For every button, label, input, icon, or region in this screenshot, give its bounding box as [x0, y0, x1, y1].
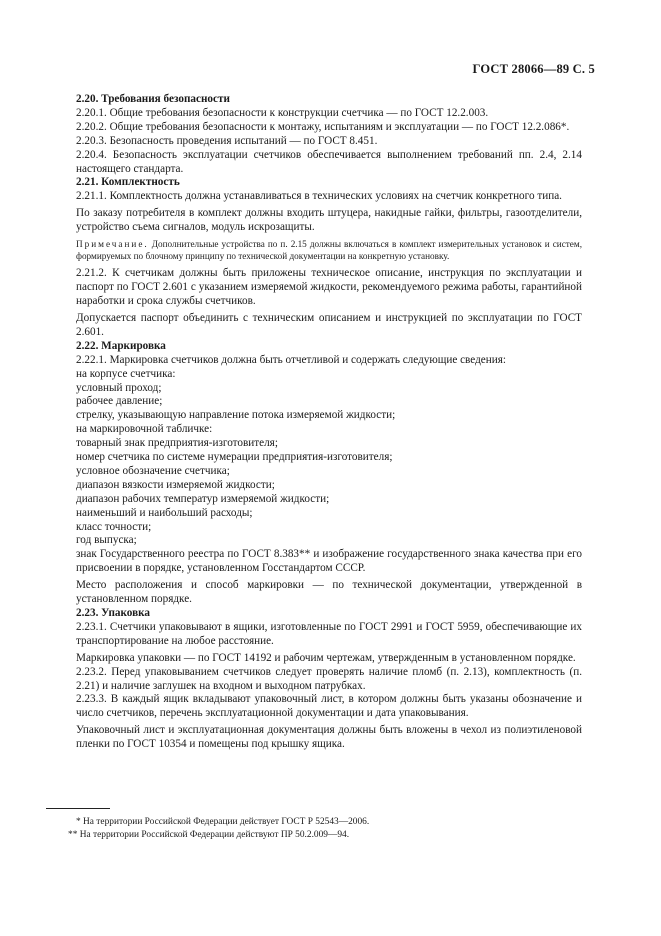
marking-list	[76, 368, 582, 549]
para-2-23-2: 2.23.2. Перед упаковыванием счетчиков следует проверять наличие пломб (п. 2.13), комплектность (п. 2.21) и наличие заглушек на входном и выходном патрубках.	[76, 665, 582, 692]
para-2-21-2: 2.21.2. К счетчикам должны быть приложены техническое описание, инструкция по эксплуатации и паспорт по ГОСТ 2.601 с указанием измеряемой жидкости, рекомендуемого режима работы, гарантийной наработки и срока службы счетчиков.	[76, 267, 582, 308]
section-2-22-heading: 2.22. Маркировка	[76, 339, 166, 352]
list-item: условный проход;	[76, 381, 162, 394]
list-item: товарный знак предприятия-изготовителя;	[76, 437, 278, 450]
section-2-21-heading: 2.21. Комплектность	[76, 176, 180, 189]
list-item: диапазон рабочих температур измеряемой жидкости;	[76, 492, 330, 505]
list-item: номер счетчика по системе нумерации предприятия-изготовителя;	[76, 451, 393, 464]
para-2-20-4: 2.20.4. Безопасность эксплуатации счетчиков обеспечивается выполнением требований пп. 2.4, 2.14 настоящего стандарта.	[76, 148, 582, 175]
para-2-22-1-location: Место расположения и способ маркировки — по технической документации, утвержденной в установленном порядке.	[76, 579, 582, 606]
footnote-divider	[46, 808, 110, 809]
para-2-21-2-passport: Допускается паспорт объединить с техническим описанием и инструкцией по эксплуатации по ГОСТ 2.601.	[76, 311, 582, 338]
para-2-20-2: 2.20.2. Общие требования безопасности к монтажу, испытаниям и эксплуатации — по ГОСТ 12.2.086*.	[76, 120, 570, 133]
note-label: Примечание.	[76, 239, 149, 250]
note-text: Дополнительные устройства по п. 2.15 должны включаться в комплект измерительных установок и систем, формируемых по блочному принципу по технической документации на конкретную установку.	[76, 239, 582, 261]
page-header: ГОСТ 28066—89 С. 5	[472, 62, 595, 76]
section-2-20-heading: 2.20. Требования безопасности	[76, 93, 230, 105]
page-body	[76, 93, 582, 752]
para-2-22-1: 2.22.1. Маркировка счетчиков должна быть отчетливой и содержать следующие сведения:	[76, 353, 506, 366]
para-2-23-1: 2.23.1. Счетчики упаковывают в ящики, изготовленные по ГОСТ 2991 и ГОСТ 5959, обеспечивающие их транспортирование на любое расстояние.	[76, 620, 582, 647]
list-item: год выпуска;	[76, 534, 137, 547]
list-item: класс точности;	[76, 520, 152, 533]
para-2-22-1-registry: знак Государственного реестра по ГОСТ 8.383** и изображение государственного знака качества при его присвоении в порядке, установленном Госстандартом СССР.	[76, 548, 582, 575]
list-item: стрелку, указывающую направление потока измеряемой жидкости;	[76, 409, 396, 422]
footnote-2: ** На территории Российской Федерации действуют ПР 50.2.009—94.	[68, 830, 350, 841]
para-2-20-3: 2.20.3. Безопасность проведения испытаний — по ГОСТ 8.451.	[76, 134, 378, 147]
footnote-1: * На территории Российской Федерации действует ГОСТ Р 52543—2006.	[76, 817, 370, 827]
list-item: на корпусе счетчика:	[76, 367, 176, 380]
list-item: наименьший и наибольший расходы;	[76, 506, 253, 519]
note	[76, 239, 582, 262]
list-item: условное обозначение счетчика;	[76, 464, 230, 477]
para-2-23-3-packing: Упаковочный лист и эксплуатационная документация должны быть вложены в чехол из полиэтиленовой пленки по ГОСТ 10354 и помещены под крышку ящика.	[76, 724, 582, 751]
list-item: рабочее давление;	[76, 395, 163, 408]
footnotes	[68, 816, 588, 843]
para-2-23-1-marking: Маркировка упаковки — по ГОСТ 14192 и рабочим чертежам, утвержденным в установленном порядке.	[76, 651, 576, 664]
para-2-23-3: 2.23.3. В каждый ящик вкладывают упаковочный лист, в котором должны быть указаны обозначение и число счетчиков, перечень эксплуатационной документации и дата упаковывания.	[76, 693, 582, 720]
list-item: на маркировочной табличке:	[76, 423, 213, 436]
para-2-20-1: 2.20.1. Общие требования безопасности к конструкции счетчика — по ГОСТ 12.2.003.	[76, 106, 489, 119]
section-2-23-heading: 2.23. Упаковка	[76, 607, 151, 619]
para-2-21-1: 2.21.1. Комплектность должна устанавливаться в технических условиях на счетчик конкретного типа.	[76, 190, 562, 203]
list-item: диапазон вязкости измеряемой жидкости;	[76, 478, 275, 491]
para-2-21-1-order: По заказу потребителя в комплект должны входить штуцера, накидные гайки, фильтры, газоотделители, устройство съема сигналов, модуль искрозащиты.	[76, 207, 582, 234]
